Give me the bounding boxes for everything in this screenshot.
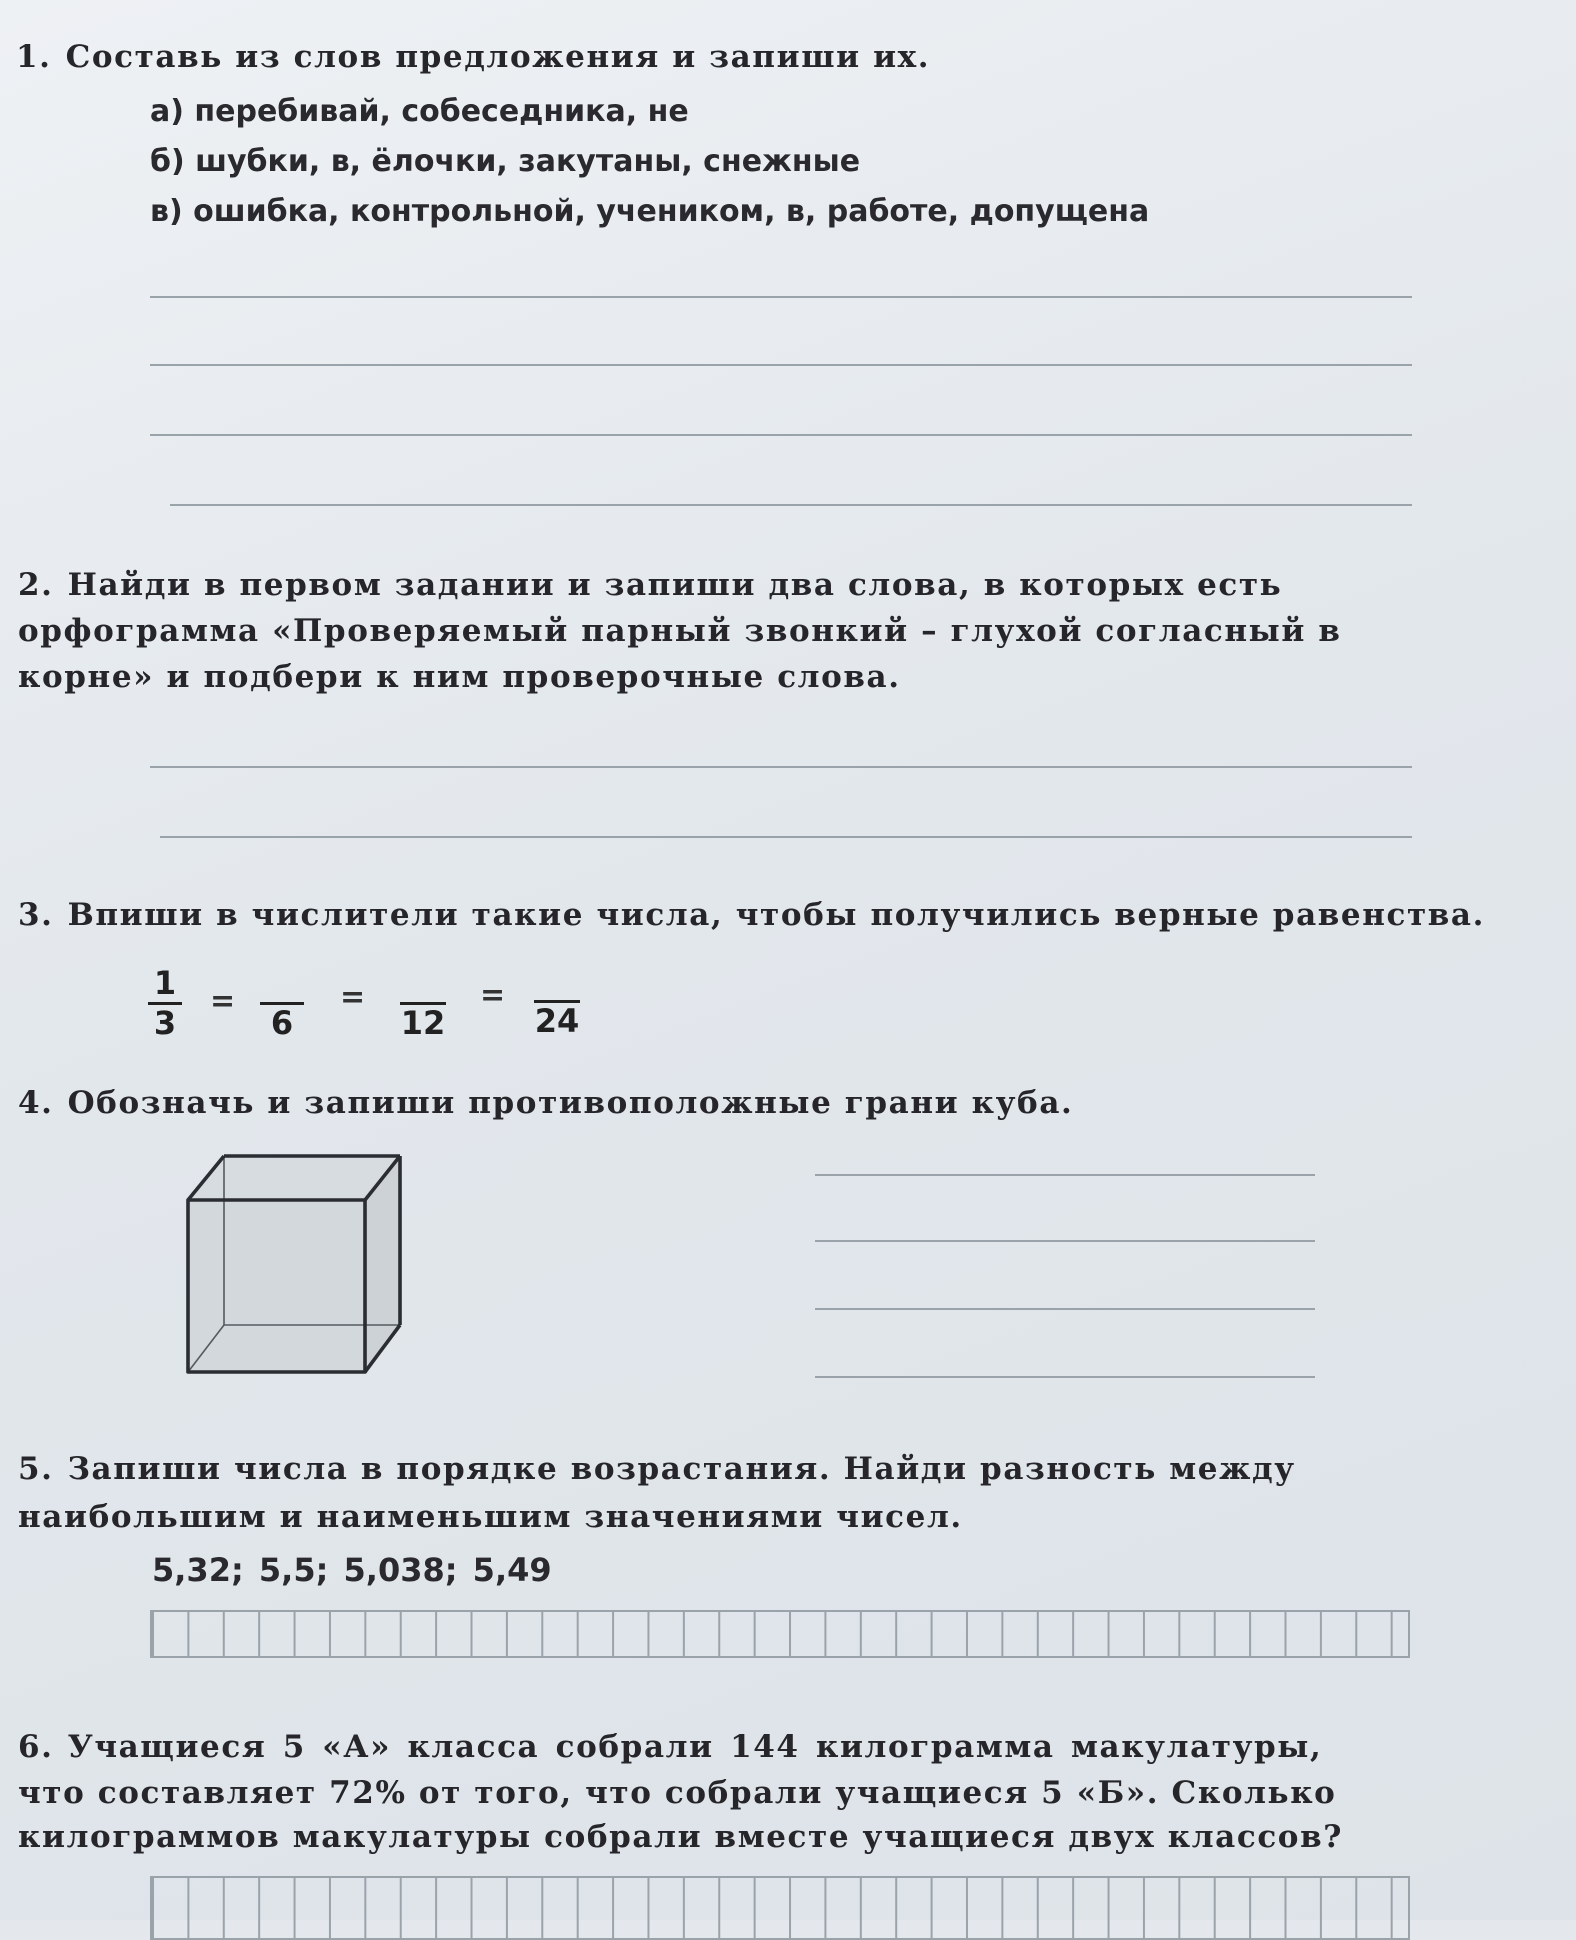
equals-sign: = [210,984,236,1019]
task-1-title [16,34,930,80]
fraction-blank-12[interactable] [400,964,446,1041]
task-2-answer-line[interactable] [160,836,1412,838]
answer-cell-grid[interactable] [150,1610,1410,1658]
task-4-answer-line[interactable] [815,1308,1315,1310]
cube-drawing [180,1150,420,1380]
fraction-blank-24[interactable] [534,962,580,1039]
task-3-title [18,892,1485,938]
task-2-text-1: Найди в первом задании и запиши два слова, в которых есть [67,567,1283,603]
fraction-numerator-input[interactable] [400,964,446,1002]
task-6-number: 6. [18,1729,54,1765]
task-6-text-1: Учащиеся 5 «А» класса собрали 144 килограмма макулатуры, [67,1729,1323,1765]
fraction-1-3 [148,964,182,1041]
task-1-answer-line[interactable] [170,504,1412,506]
task-2-number: 2. [18,567,54,603]
task-1-item-a: а) перебивай, собеседника, не [150,94,689,129]
task-1-item-c: в) ошибка, контрольной, учеником, в, работе, допущена [150,194,1150,229]
fraction-denominator: 3 [153,1004,177,1042]
task-4-answer-line[interactable] [815,1376,1315,1378]
task-2-answer-line[interactable] [150,766,1412,768]
task-1-text: Составь из слов предложения и запиши их. [65,39,931,75]
fraction-blank-6[interactable] [260,964,304,1041]
task-4-text: Обозначь и запиши противоположные грани куба. [67,1085,1074,1121]
task-5-number: 5. [18,1451,54,1487]
task-2-line-3: корне» и подбери к ним проверочные слова. [18,659,901,695]
task-3-number: 3. [18,897,54,933]
task-2-line-2: орфограмма «Проверяемый парный звонкий – глухой согласный в [18,613,1342,649]
task-4-answer-line[interactable] [815,1174,1315,1176]
fraction-numerator: 1 [153,964,177,1002]
task-6-line-2: что составляет 72% от того, что собрали учащиеся 5 «Б». Сколько [18,1775,1337,1811]
task-6-line-1 [18,1724,1322,1770]
task-2-line-1 [18,562,1282,608]
answer-cell-grid[interactable] [150,1876,1410,1940]
fraction-denominator: 12 [400,1004,446,1042]
task-6-line-3: килограммов макулатуры собрали вместе учащиеся двух классов? [18,1819,1343,1855]
task-1-answer-line[interactable] [150,364,1412,366]
task-5-line-2: наибольшим и наименьшим значениями чисел. [18,1499,963,1535]
task-1-number: 1. [16,39,52,75]
fraction-denominator: 24 [534,1002,580,1040]
task-5-text-1: Запиши числа в порядке возрастания. Найди разность между [67,1451,1296,1487]
task-1-item-b: б) шубки, в, ёлочки, закутаны, снежные [150,144,861,179]
task-3-text: Впиши в числители такие числа, чтобы получились верные равенства. [67,897,1486,933]
fraction-numerator-input[interactable] [260,964,304,1002]
task-5-numbers: 5,32; 5,5; 5,038; 5,49 [152,1551,552,1589]
fraction-numerator-input[interactable] [534,962,580,1000]
task-5-line-1 [18,1446,1296,1492]
cube-front-face [188,1200,365,1372]
equals-sign: = [340,980,366,1015]
task-4-title [18,1080,1073,1126]
equals-sign: = [480,978,506,1013]
task-4-answer-line[interactable] [815,1240,1315,1242]
task-4-number: 4. [18,1085,54,1121]
task-1-answer-line[interactable] [150,434,1412,436]
fraction-denominator: 6 [270,1004,294,1042]
task-1-answer-line[interactable] [150,296,1412,298]
